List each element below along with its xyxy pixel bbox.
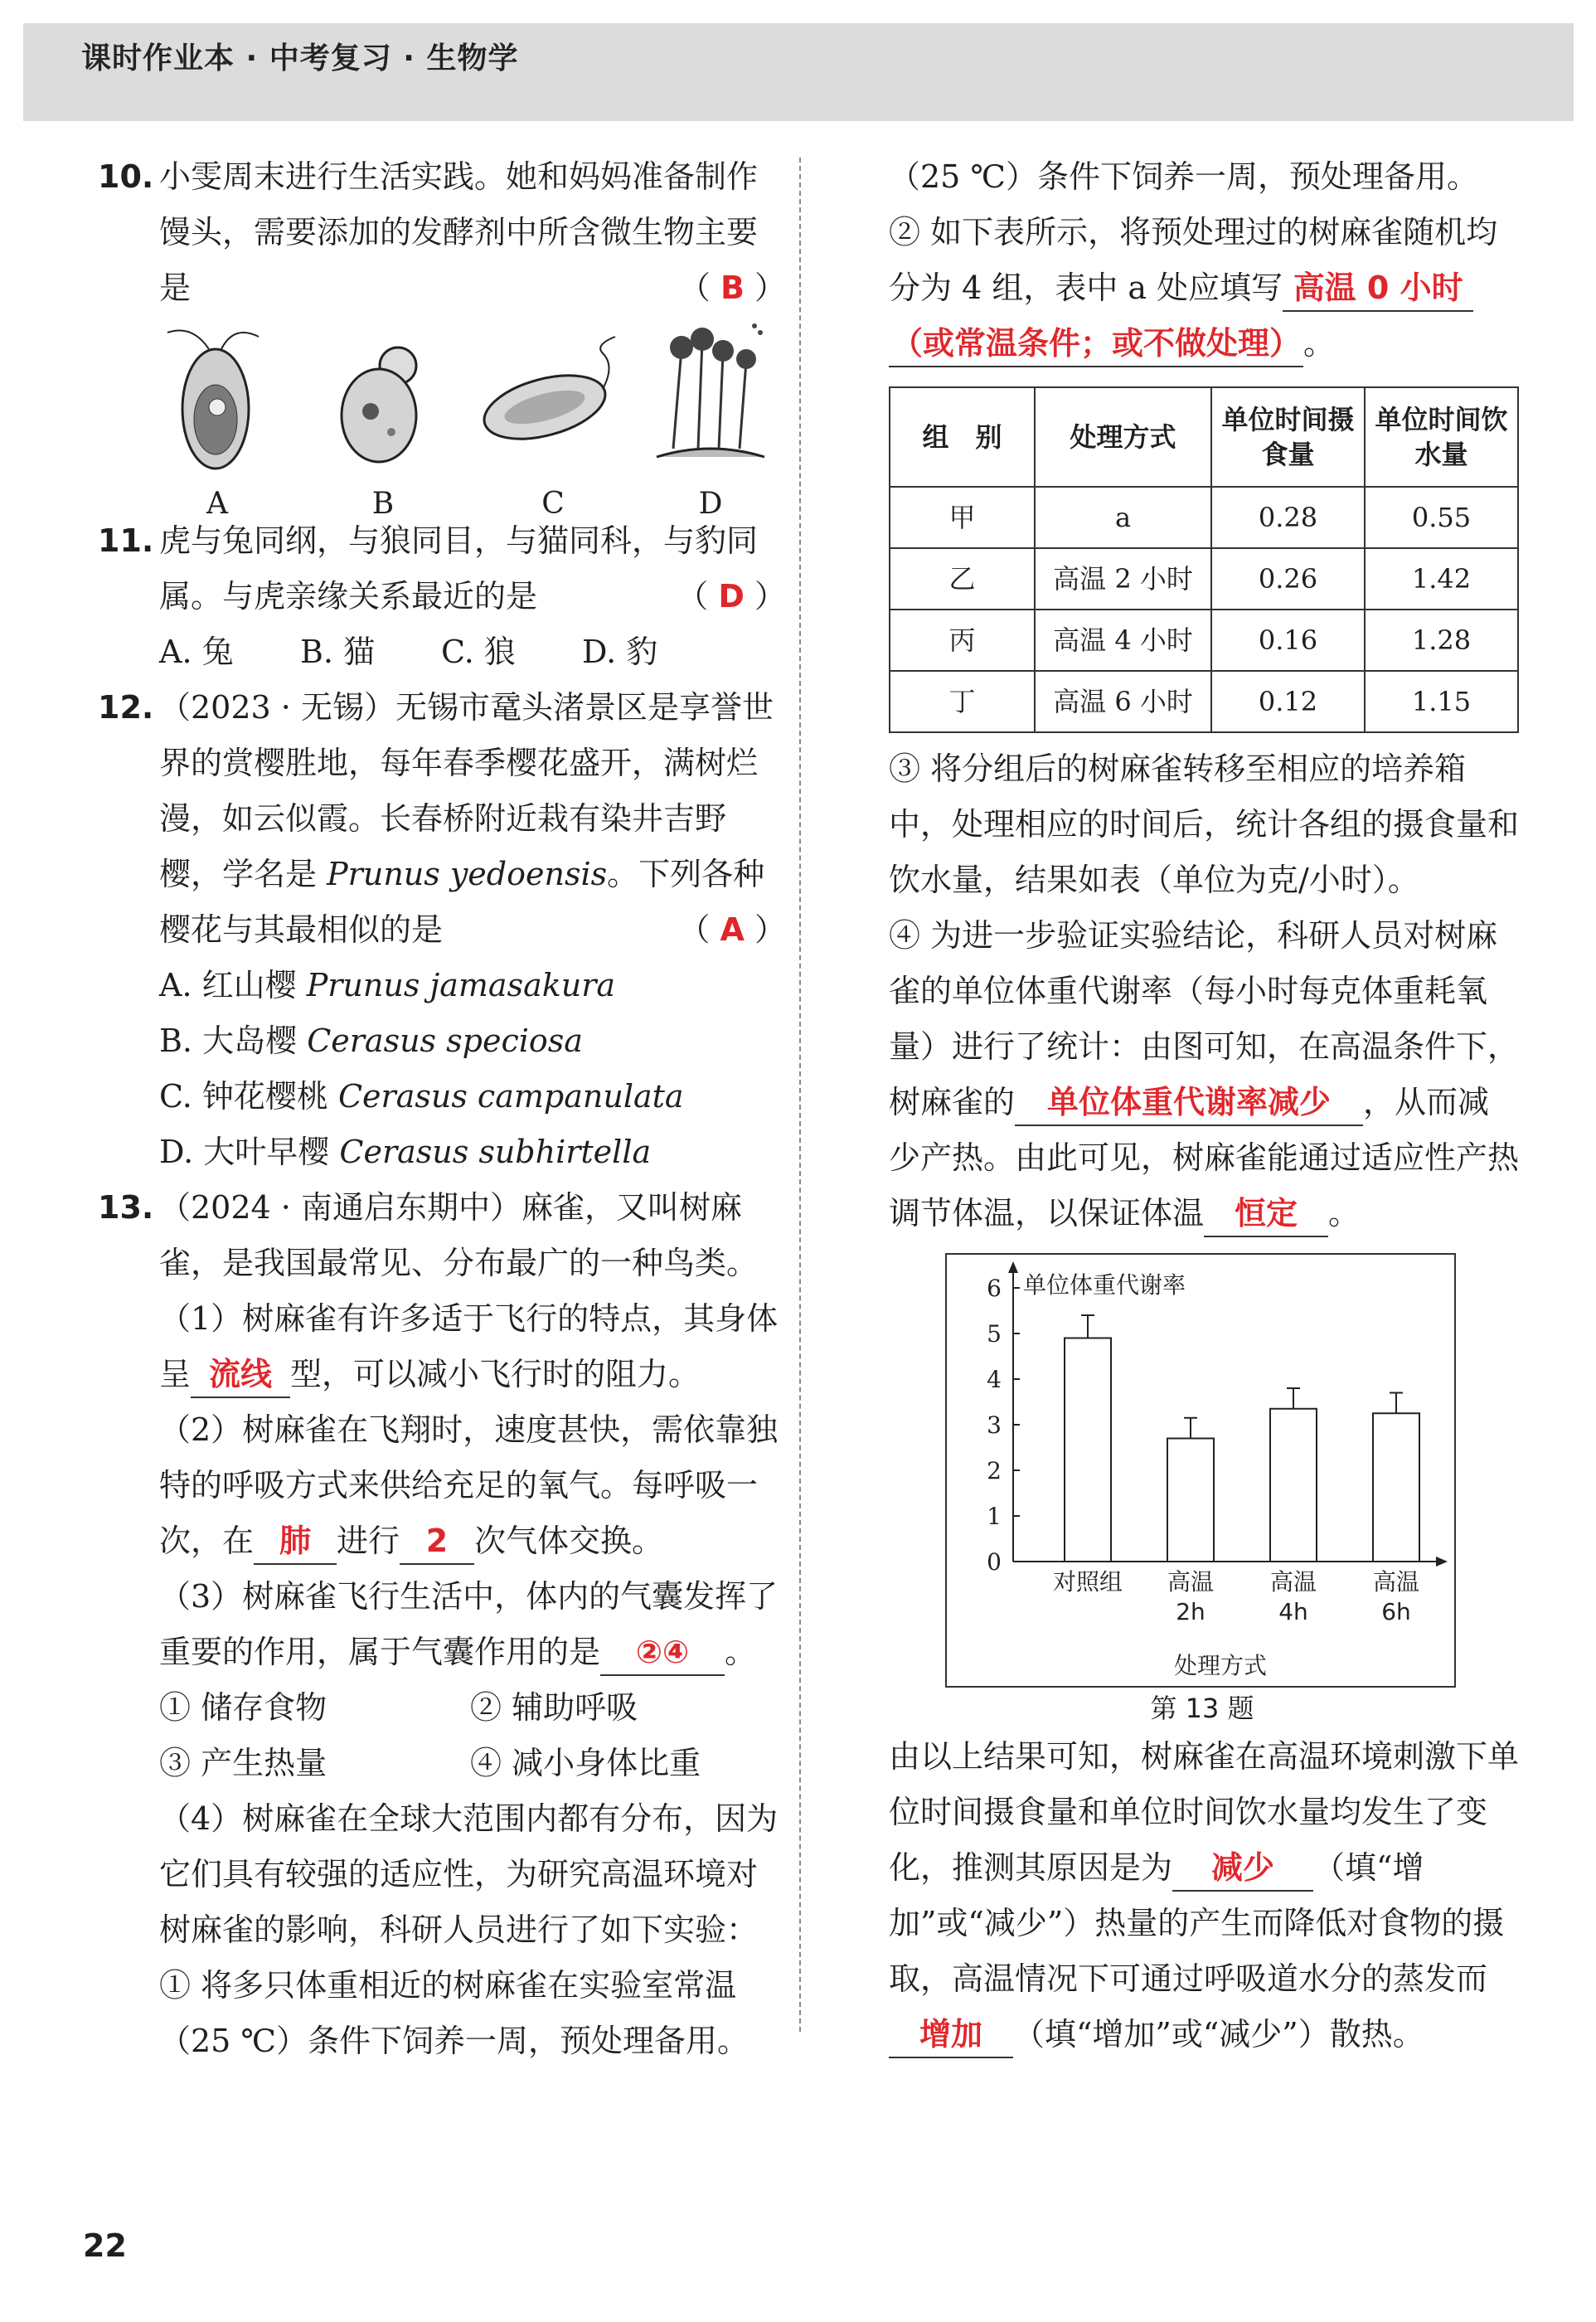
q13-p3-option-3: ③ 产生热量	[159, 1745, 327, 1781]
q11-answer: D	[718, 578, 745, 615]
bar	[1065, 1338, 1111, 1562]
q12-option-b	[159, 1013, 786, 1069]
table-cell: 0.16	[1211, 610, 1365, 671]
y-tick-label: 4	[987, 1366, 1002, 1393]
q12-option-a-label: A. 红山樱	[159, 967, 297, 1003]
q13-p2-text-a: （2）树麻雀在飞翔时，速度甚快，需依靠独特的呼吸方式来供给充足的氧气。每呼吸一次，在	[159, 1411, 779, 1559]
q13-conclusion-answer-2: 增加	[889, 2012, 1013, 2058]
table-cell: 高温 4 小时	[1035, 610, 1211, 671]
q13-p3-option-2: ② 辅助呼吸	[470, 1689, 638, 1726]
q13-step4-text-b: ，从而减少产热。由此可见，树麻雀能通过适应性产热调节体温，以保证体温	[889, 1084, 1520, 1231]
q12-text-1: （2023 · 无锡）无锡市鼋头渚景区是享誉世界的赏樱胜地，每年春季樱花盛开，满树烂漫，如云似霞。长春桥附近栽有染井吉野樱，学名是	[159, 689, 774, 892]
q12-option-d-sci: Cerasus subhirtella	[339, 1134, 652, 1170]
q13-p2-answer-2: 2	[400, 1518, 474, 1565]
q13-step4-text-c: 。	[1328, 1195, 1361, 1231]
table-cell: 甲	[890, 487, 1035, 548]
x-tick-label: 对照组	[1052, 1568, 1123, 1596]
organism-b-label: B	[371, 487, 395, 521]
y-tick-label: 2	[987, 1457, 1002, 1484]
right-column	[889, 149, 1519, 2062]
q13-step2-answer-1: 高温 0 小时	[1283, 265, 1473, 312]
question-12	[98, 680, 786, 958]
table-cell: 高温 6 小时	[1035, 671, 1211, 732]
y-tick-label: 3	[987, 1411, 1002, 1439]
organism-d	[648, 316, 773, 521]
y-tick-label: 0	[987, 1548, 1002, 1576]
q12-option-a-sci: Prunus jamasakura	[306, 967, 616, 1003]
q13-part-2	[98, 1402, 786, 1569]
q13-p1-answer: 流线	[191, 1352, 290, 1398]
table-cell: 丙	[890, 610, 1035, 671]
q13-conclusion-text-a: 由以上结果可知，树麻雀在高温环境刺激下单位时间摄食量和单位时间饮水量均发生了变化，推测其原因是为	[889, 1738, 1520, 1886]
q12-option-d-label: D. 大叶早樱	[159, 1134, 330, 1170]
x-tick-label: 高温	[1269, 1568, 1317, 1596]
q12-text-2: 。下列各种樱花与其最相似的是	[159, 856, 765, 948]
q12-scientific-name: Prunus yedoensis	[327, 856, 608, 892]
x-tick-label: 2h	[1176, 1598, 1205, 1625]
table-header-water: 单位时间饮水量	[1365, 387, 1518, 487]
q13-chart	[945, 1253, 1459, 1729]
y-tick-label: 1	[987, 1503, 1002, 1530]
x-tick-label: 4h	[1278, 1598, 1308, 1625]
q13-p3-text-a: （3）树麻雀飞行生活中，体内的气囊发挥了重要的作用，属于气囊作用的是	[159, 1578, 779, 1670]
q13-p3-options	[98, 1680, 786, 1791]
q13-step4-answer-2: 恒定	[1204, 1191, 1328, 1237]
x-axis-title: 处理方式	[1173, 1652, 1268, 1679]
table-row	[890, 610, 1518, 671]
bacterium-image	[478, 316, 628, 470]
q13-step-2	[889, 205, 1519, 372]
q11-answer-bracket: （ D ）	[677, 578, 786, 615]
table-cell: 0.55	[1365, 487, 1518, 548]
q13-p1-text-a: （1）树麻雀有许多适于飞行的特点，其身体呈	[159, 1300, 779, 1392]
q13-part-4: （4）树麻雀在全球大范围内都有分布，因为它们具有较强的适应性，为研究高温环境对树麻雀的影响，科研人员进行了如下实验：	[159, 1800, 779, 1948]
x-tick-label: 高温	[1372, 1568, 1420, 1596]
y-tick-label: 5	[987, 1320, 1002, 1348]
q12-answer-bracket: （ A ）	[678, 911, 786, 948]
q10-text: 小雯周末进行生活实践。她和妈妈准备制作馒头，需要添加的发酵剂中所含微生物主要是	[159, 158, 759, 306]
table-row	[890, 671, 1518, 732]
organism-a-label: A	[206, 487, 228, 521]
bar	[1373, 1413, 1419, 1562]
metabolic-rate-bar-chart	[947, 1255, 1454, 1686]
q12-option-a	[159, 958, 786, 1013]
table-cell: 1.42	[1365, 548, 1518, 610]
organism-a	[159, 316, 275, 521]
q11-text: 虎与兔同纲，与狼同目，与猫同科，与豹同属。与虎亲缘关系最近的是	[159, 522, 759, 615]
bar	[1167, 1439, 1214, 1562]
q13-number: 13.	[98, 1189, 154, 1226]
q12-option-c-label: C. 钟花樱桃	[159, 1078, 328, 1115]
q11-option-c: C. 狼	[441, 634, 516, 670]
y-tick-label: 6	[987, 1275, 1002, 1302]
q13-step2-text-b: 。	[1303, 325, 1336, 362]
header-title: 课时作业本 · 中考复习 · 生物学	[81, 41, 519, 75]
q13-p2-text-c: 次气体交换。	[474, 1523, 664, 1559]
q12-answer: A	[720, 911, 745, 948]
q11-option-b: B. 猫	[300, 634, 376, 670]
x-tick-label: 6h	[1381, 1598, 1411, 1625]
mold-image	[648, 316, 773, 470]
q12-option-b-label: B. 大岛樱	[159, 1023, 298, 1059]
question-13	[98, 1180, 786, 1291]
left-column	[98, 149, 786, 2059]
q13-conclusion-answer-1: 减少	[1172, 1845, 1313, 1892]
q10-number: 10.	[98, 158, 154, 195]
q10-answer-bracket: （ B ）	[678, 270, 786, 306]
q11-option-d: D. 豹	[582, 634, 658, 670]
q12-option-c-sci: Cerasus campanulata	[337, 1078, 684, 1115]
chart-frame	[945, 1253, 1456, 1688]
table-cell: 1.28	[1365, 610, 1518, 671]
q10-answer: B	[720, 270, 745, 306]
table-header-treatment: 处理方式	[1035, 387, 1211, 487]
q13-data-table	[889, 386, 1519, 733]
table-row	[890, 487, 1518, 548]
table-cell: 乙	[890, 548, 1035, 610]
organism-c-label: C	[541, 487, 565, 521]
table-cell: 1.15	[1365, 671, 1518, 732]
yeast-image	[333, 316, 433, 470]
q13-conclusion-text-b: （填“增加”或“减少”）热量的产生而降低对食物的摄取，高温情况下可通过呼吸道水分的蒸发而	[889, 1849, 1505, 1997]
table-header-food: 单位时间摄食量	[1211, 387, 1365, 487]
q12-number: 12.	[98, 689, 154, 726]
q12-option-d	[159, 1125, 786, 1180]
q13-conclusion	[889, 1729, 1519, 2062]
table-cell: 0.28	[1211, 487, 1365, 548]
q11-option-a: A. 兔	[159, 634, 234, 670]
q13-step-1-continued: （25 ℃）条件下饲养一周，预处理备用。	[889, 158, 1478, 195]
table-cell: 高温 2 小时	[1035, 548, 1211, 610]
q13-step2-answer-2: （或常温条件；或不做处理）	[889, 321, 1303, 367]
q13-p3-answer: ②④	[600, 1630, 725, 1676]
x-axis-arrow	[1436, 1557, 1448, 1567]
q11-options	[98, 624, 786, 680]
q13-step-4	[889, 908, 1519, 1241]
q13-part-1	[98, 1291, 786, 1402]
y-axis-title: 单位体重代谢率	[1023, 1271, 1186, 1299]
table-cell: 0.12	[1211, 671, 1365, 732]
table-header-row	[890, 387, 1518, 487]
q13-step2-text-a: ② 如下表所示，将预处理过的树麻雀随机均分为 4 组，表中 a 处应填写	[889, 214, 1498, 306]
q13-p2-answer-1: 肺	[254, 1518, 337, 1565]
q12-options	[98, 958, 786, 1180]
q13-p1-text-b: 型，可以减小飞行时的阻力。	[290, 1356, 701, 1392]
organism-b	[333, 316, 433, 521]
chart-caption: 第 13 题	[1150, 1693, 1254, 1724]
column-divider	[799, 158, 801, 2032]
q13-p2-text-b: 进行	[337, 1523, 400, 1559]
table-cell: a	[1035, 487, 1211, 548]
y-axis-arrow	[1008, 1261, 1018, 1273]
bar	[1270, 1409, 1317, 1562]
question-11	[98, 513, 786, 624]
page-number: 22	[83, 2227, 127, 2264]
q12-option-c	[159, 1069, 786, 1125]
q13-step4-answer-1: 单位体重代谢率减少	[1015, 1080, 1363, 1126]
table-cell: 0.26	[1211, 548, 1365, 610]
q13-intro: （2024 · 南通启东期中）麻雀，又叫树麻雀，是我国最常见、分布最广的一种鸟类。	[159, 1189, 759, 1281]
x-tick-label: 高温	[1167, 1568, 1215, 1596]
q13-step4-text-a: ④ 为进一步验证实验结论，科研人员对树麻雀的单位体重代谢率（每小时每克体重耗氧量）进行了统计：由图可知，在高温条件下，树麻雀的	[889, 917, 1520, 1120]
q13-step-1: ① 将多只体重相近的树麻雀在实验室常温（25 ℃）条件下饲养一周，预处理备用。	[159, 1967, 749, 2059]
q13-p3-text-b: 。	[725, 1634, 757, 1670]
q10-organism-images	[159, 316, 786, 521]
q13-part-3	[98, 1569, 786, 1680]
q13-step-3: ③ 将分组后的树麻雀转移至相应的培养箱中，处理相应的时间后，统计各组的摄食量和饮水量，结果如表（单位为克/小时）。	[889, 751, 1520, 898]
organism-d-label: D	[698, 487, 723, 521]
table-header-group: 组 别	[890, 387, 1035, 487]
q13-p3-option-1: ① 储存食物	[159, 1689, 327, 1726]
table-cell: 丁	[890, 671, 1035, 732]
q11-number: 11.	[98, 522, 154, 559]
q12-option-b-sci: Cerasus speciosa	[307, 1023, 583, 1059]
q13-p3-option-4: ④ 减小身体比重	[470, 1745, 701, 1781]
chlamydomonas-image	[159, 316, 275, 470]
organism-c	[478, 316, 628, 521]
q13-conclusion-text-c: （填“增加”或“减少”）散热。	[1013, 2016, 1424, 2052]
table-row	[890, 548, 1518, 610]
question-10	[98, 149, 786, 316]
